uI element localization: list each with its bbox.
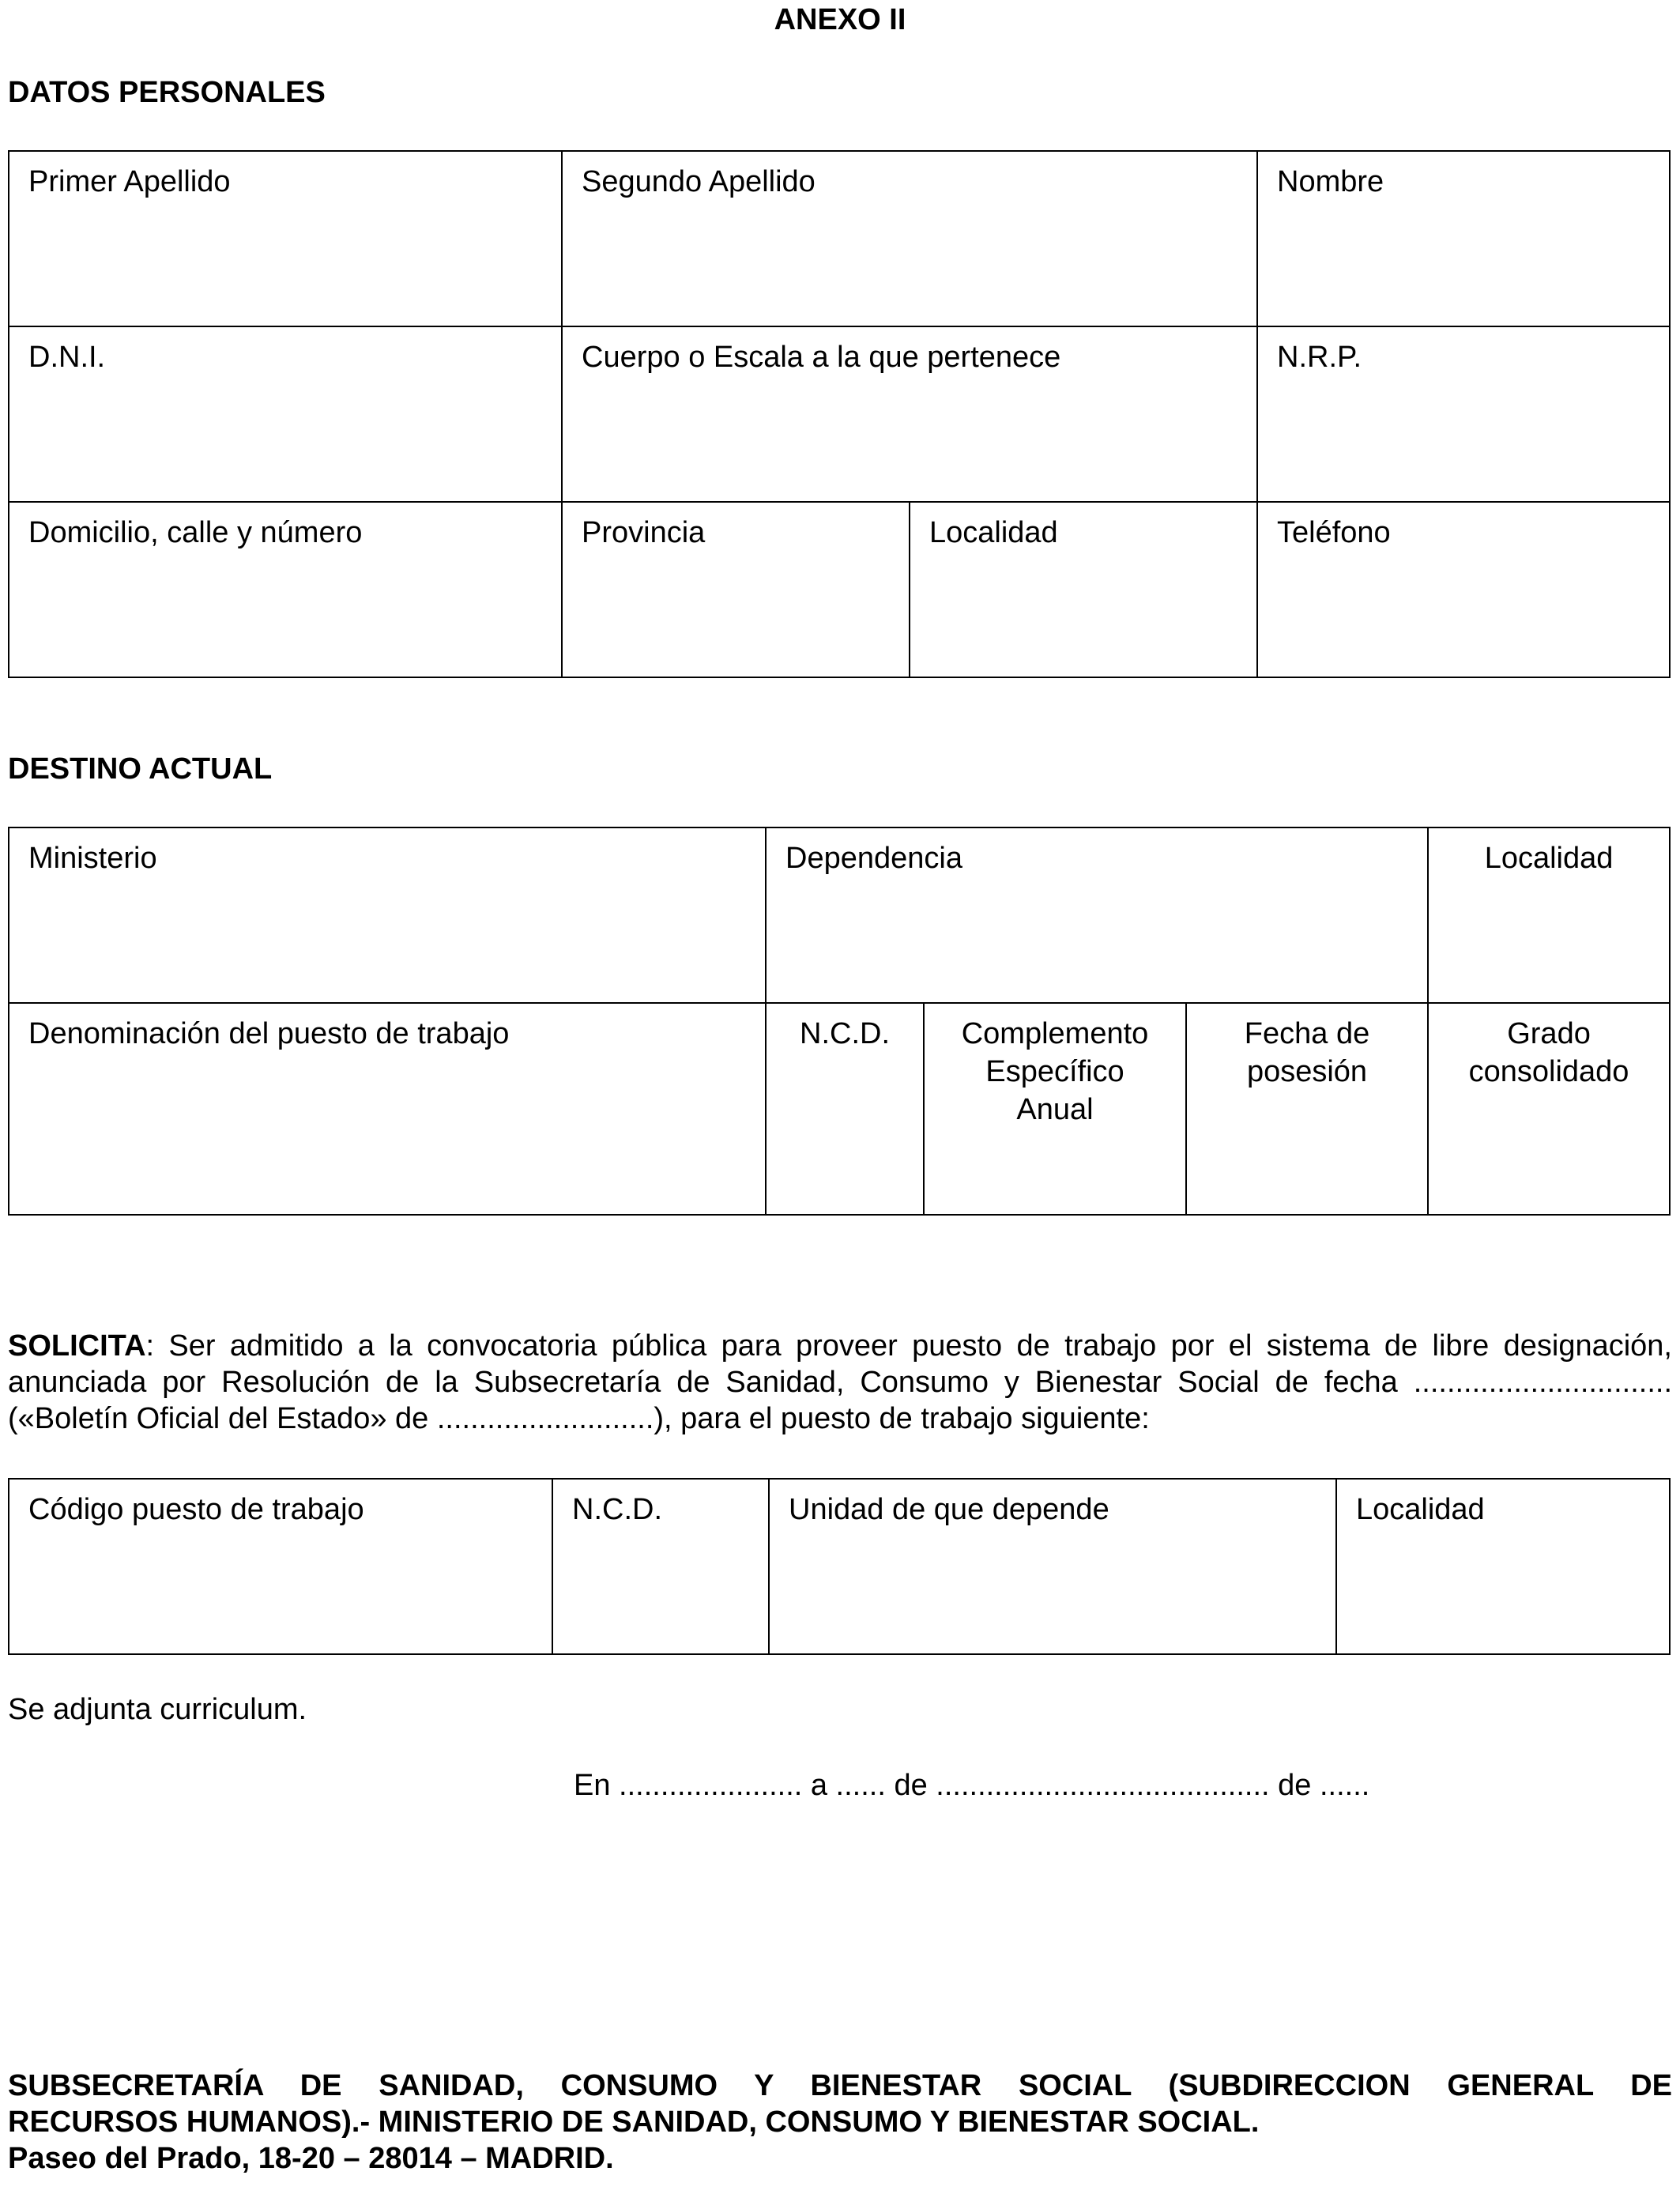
field-dni[interactable]: D.N.I.	[9, 326, 562, 502]
field-grado-consolidado[interactable]	[1428, 1003, 1670, 1215]
field-nombre[interactable]: Nombre	[1257, 151, 1670, 326]
field-codigo-puesto[interactable]: Código puesto de trabajo	[9, 1479, 552, 1654]
field-unidad-depende[interactable]: Unidad de que depende	[769, 1479, 1336, 1654]
footer-line-2: RECURSOS HUMANOS).- MINISTERIO DE SANIDAD, CONSUMO Y BIENESTAR SOCIAL.	[8, 2105, 1260, 2139]
field-nrp[interactable]: N.R.P.	[1257, 326, 1670, 502]
destino-actual-table	[8, 827, 1671, 1216]
field-provincia[interactable]: Provincia	[562, 502, 910, 677]
solicita-text-1: : Ser admitido a la convocatoria pública para proveer puesto de trabajo por el sistema de libre designación,	[145, 1329, 1672, 1363]
grado-label-line: consolidado	[1468, 1055, 1629, 1088]
complemento-label-line: Específico	[985, 1055, 1124, 1088]
solicita-line-2: anunciada por Resolución de la Subsecretaría de Sanidad, Consumo y Bienestar Social de fecha ...............................	[8, 1366, 1672, 1399]
field-denominacion-puesto[interactable]: Denominación del puesto de trabajo	[9, 1003, 766, 1215]
datos-personales-table	[8, 150, 1671, 678]
field-complemento-especifico[interactable]	[924, 1003, 1186, 1215]
solicita-line-3: («Boletín Oficial del Estado» de ..........................), para el puesto de trabajo siguiente:	[8, 1402, 1150, 1435]
fecha-label-line: posesión	[1246, 1055, 1368, 1088]
field-primer-apellido[interactable]: Primer Apellido	[9, 151, 562, 326]
complemento-label-line: Anual	[1016, 1093, 1094, 1126]
field-ncd-puesto[interactable]: N.C.D.	[552, 1479, 769, 1654]
grado-label-line: Grado	[1507, 1017, 1591, 1050]
footer-line-1: SUBSECRETARÍA DE SANIDAD, CONSUMO Y BIENESTAR SOCIAL (SUBDIRECCION GENERAL DE	[8, 2069, 1672, 2102]
section-heading-destino-actual: DESTINO ACTUAL	[8, 752, 273, 786]
footer-address	[8, 2068, 1672, 2177]
complemento-label-line: Complemento	[961, 1017, 1149, 1050]
solicita-line-1	[8, 1328, 1672, 1364]
solicita-paragraph	[8, 1328, 1672, 1437]
field-ministerio[interactable]: Ministerio	[9, 827, 766, 1003]
puesto-solicitado-table	[8, 1478, 1671, 1655]
field-domicilio[interactable]: Domicilio, calle y número	[9, 502, 562, 677]
field-telefono[interactable]: Teléfono	[1257, 502, 1670, 677]
fecha-firma-line: En ...................... a ...... de ........................................ de ......	[574, 1769, 1370, 1802]
field-fecha-posesion[interactable]	[1186, 1003, 1428, 1215]
adjunta-curriculum-text: Se adjunta curriculum.	[8, 1693, 307, 1726]
field-cuerpo-escala[interactable]: Cuerpo o Escala a la que pertenece	[562, 326, 1257, 502]
field-localidad-destino[interactable]: Localidad	[1428, 827, 1670, 1003]
field-segundo-apellido[interactable]: Segundo Apellido	[562, 151, 1257, 326]
field-ncd[interactable]: N.C.D.	[766, 1003, 924, 1215]
footer-line-3: Paseo del Prado, 18-20 – 28014 – MADRID.	[8, 2142, 614, 2175]
solicita-label: SOLICITA	[8, 1329, 146, 1363]
field-localidad[interactable]: Localidad	[910, 502, 1257, 677]
document-title: ANEXO II	[774, 3, 906, 36]
fecha-label-line: Fecha de	[1244, 1017, 1370, 1050]
field-localidad-puesto[interactable]: Localidad	[1336, 1479, 1670, 1654]
section-heading-datos-personales: DATOS PERSONALES	[8, 76, 326, 109]
field-dependencia[interactable]: Dependencia	[766, 827, 1428, 1003]
